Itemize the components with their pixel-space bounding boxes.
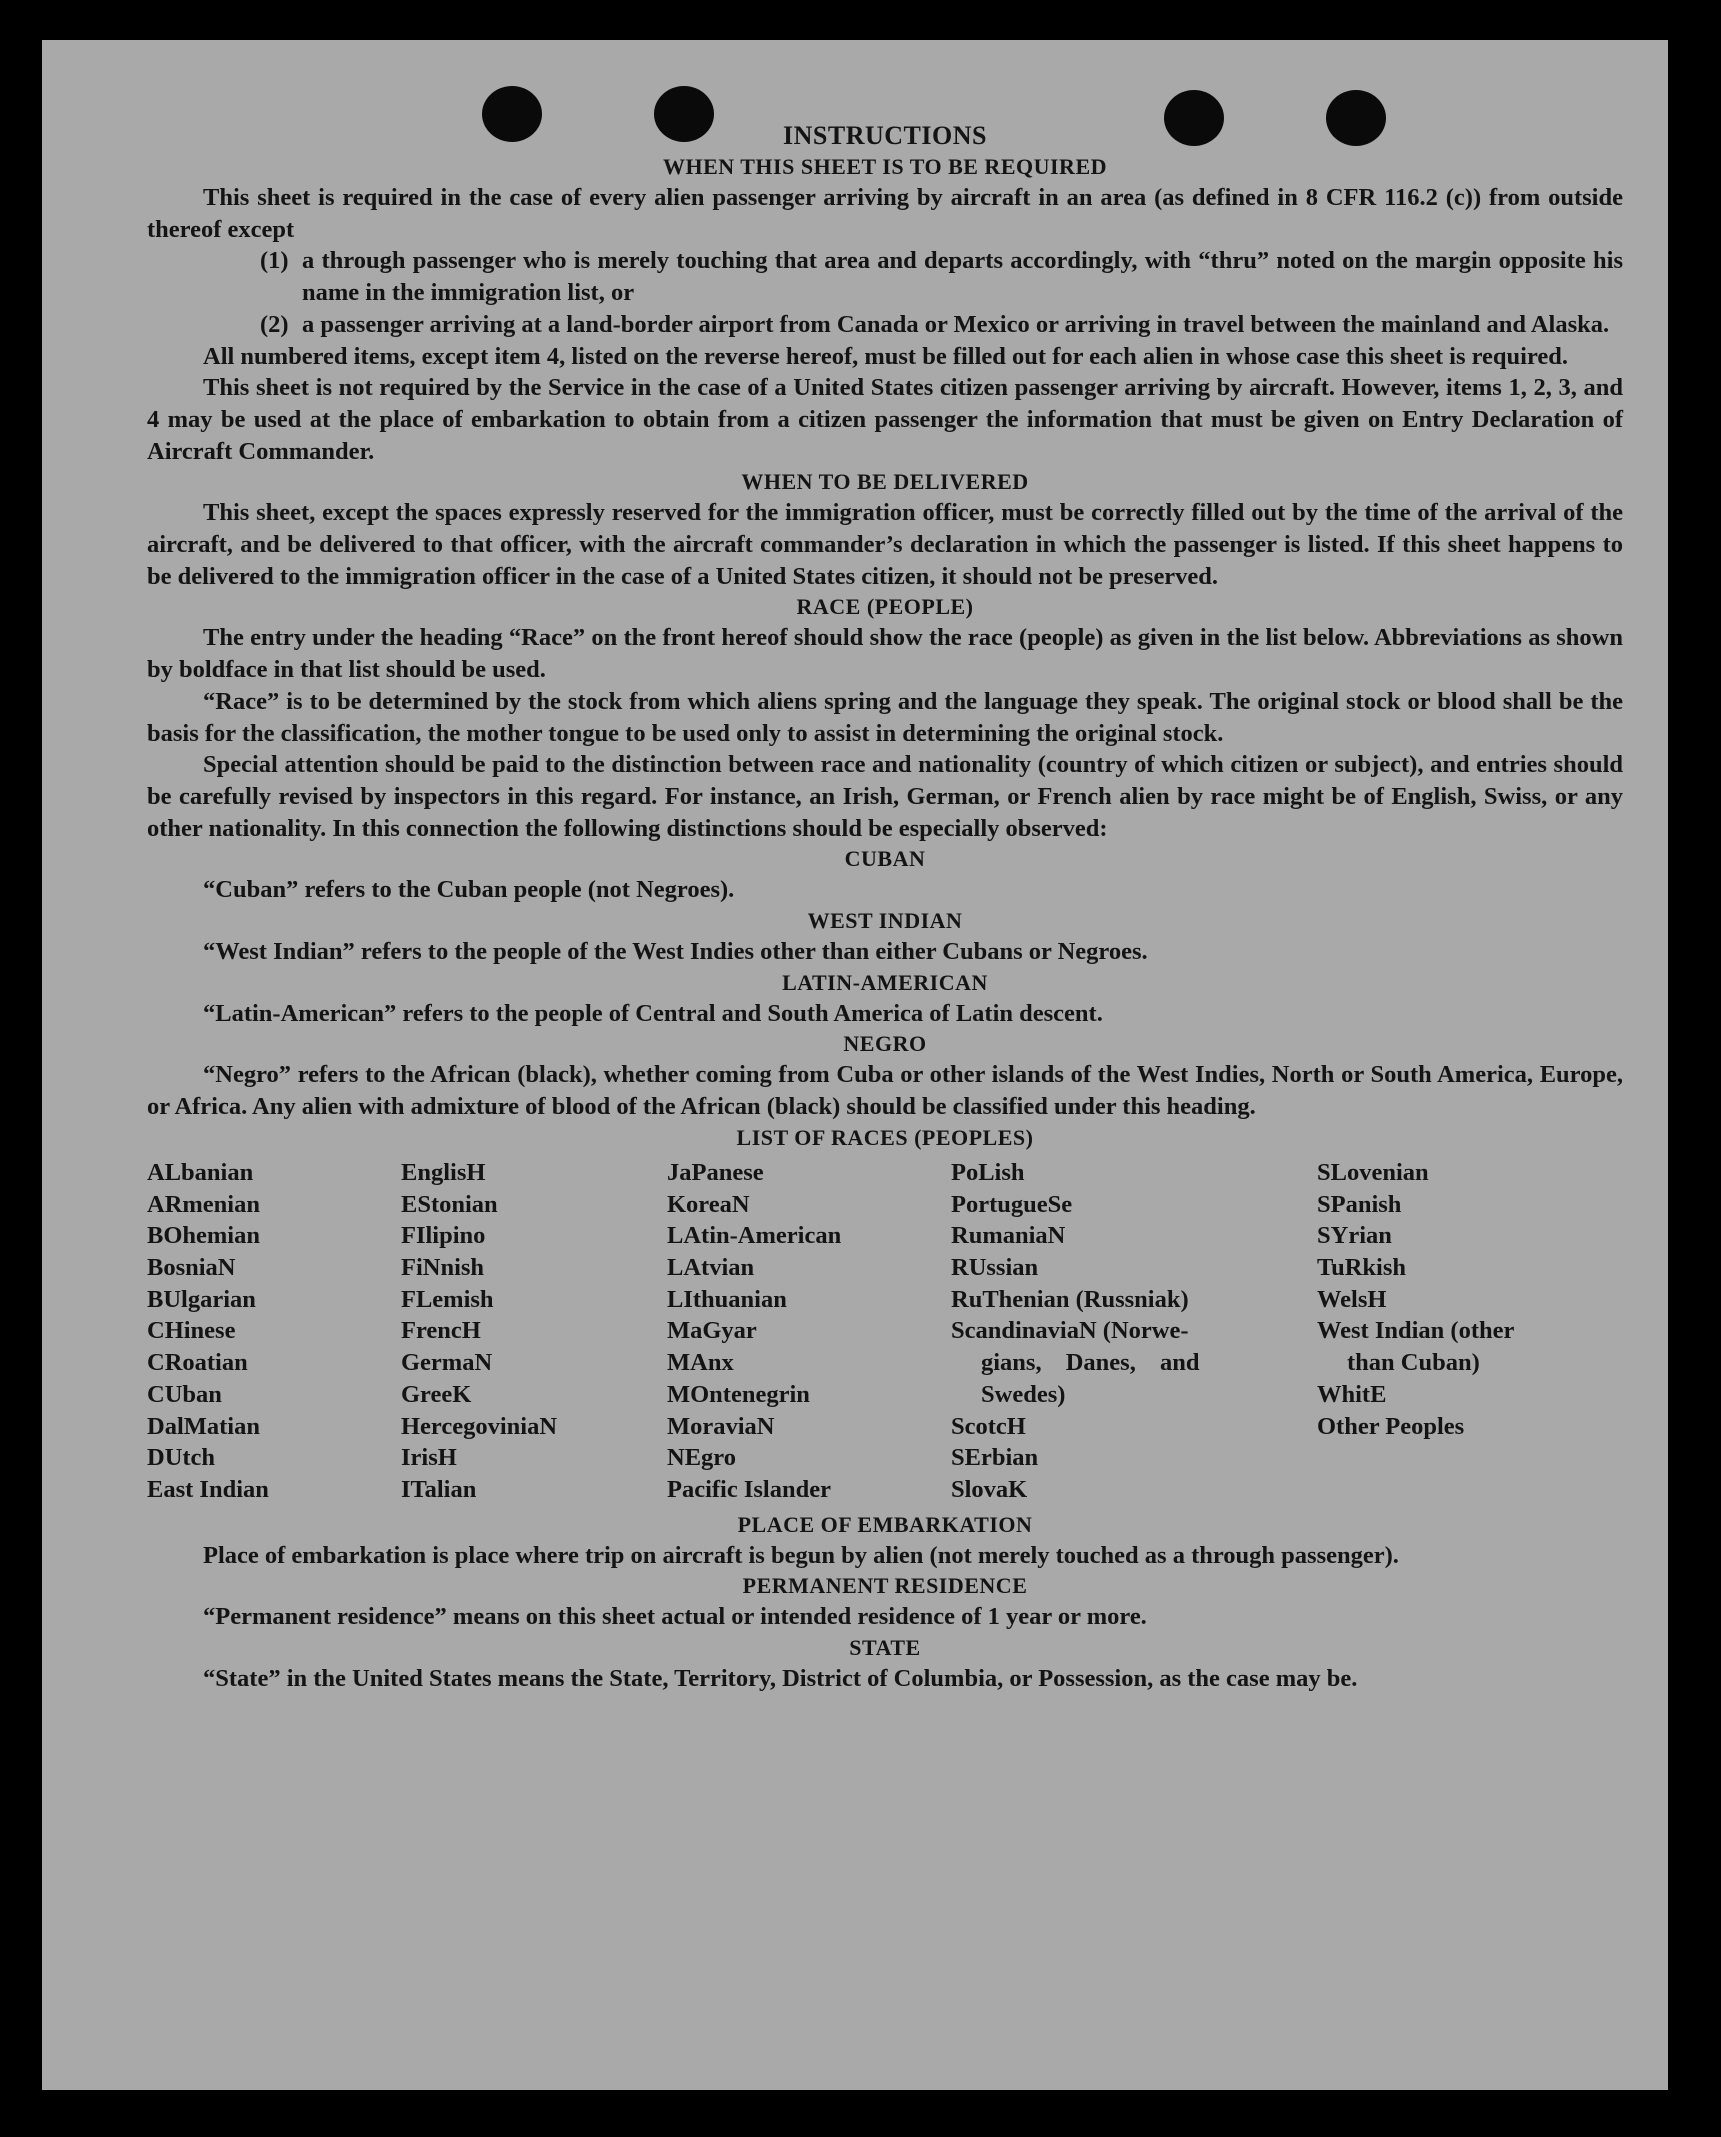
paragraph: “Negro” refers to the African (black), whether coming from Cuba or other islands of the West Indies, North or South America, Europe, or Africa. Any alien with admixture of blood of the African (black) should be classified under this heading. xyxy=(147,1061,1623,1121)
paragraph: “Permanent residence” means on this sheet actual or intended residence of 1 year or more. xyxy=(203,1603,1147,1631)
instructions-body xyxy=(147,120,1623,1695)
race-entry: SlovaK xyxy=(951,1475,1028,1503)
races-column xyxy=(147,1157,401,1506)
races-column xyxy=(1317,1157,1623,1506)
race-entry: ARmenian xyxy=(147,1190,260,1218)
paragraph: All numbered items, except item 4, listed on the reverse hereof, must be filled out for each alien in whose case this sheet is required. xyxy=(203,342,1569,370)
races-column xyxy=(951,1157,1317,1506)
race-entry: Swedes) xyxy=(981,1380,1066,1408)
race-entry: HercegoviniaN xyxy=(401,1412,558,1440)
race-entry: MOntenegrin xyxy=(667,1380,810,1408)
page-title: INSTRUCTIONS xyxy=(783,121,987,150)
race-entry: NEgro xyxy=(667,1444,736,1472)
section-heading-residence: PERMANENT RESIDENCE xyxy=(742,1573,1028,1599)
race-entry: BOhemian xyxy=(147,1222,260,1250)
race-entry: DUtch xyxy=(147,1444,216,1472)
race-entry: ScotcH xyxy=(951,1412,1026,1440)
section-heading-negro: NEGRO xyxy=(843,1031,927,1057)
section-heading-races-list: LIST OF RACES (PEOPLES) xyxy=(736,1124,1034,1150)
section-heading-latin-american: LATIN-AMERICAN xyxy=(782,969,988,995)
paragraph: The entry under the heading “Race” on the front hereof should show the race (people) as given in the list below. Abbreviations as shown by boldface in that list should be used. xyxy=(147,624,1623,684)
race-entry: RUssian xyxy=(951,1253,1039,1281)
race-entry: SLovenian xyxy=(1317,1158,1429,1186)
section-heading-cuban: CUBAN xyxy=(844,846,926,872)
races-column xyxy=(667,1157,951,1506)
section-heading-race: RACE (PEOPLE) xyxy=(796,594,974,620)
race-entry: East Indian xyxy=(147,1475,269,1503)
race-entry: RuThenian (Russniak) xyxy=(951,1285,1189,1313)
race-entry: JaPanese xyxy=(667,1158,764,1186)
race-entry: ScandinaviaN (Norwe- xyxy=(951,1317,1189,1345)
paragraph: “Race” is to be determined by the stock from which aliens spring and the language they speak. The original stock or blood shall be the basis for the classification, the mother tongue to be used only to assist in determining the original stock. xyxy=(147,687,1623,747)
race-entry: West Indian (other xyxy=(1317,1317,1515,1345)
race-entry: ALbanian xyxy=(147,1158,254,1186)
race-entry: FrencH xyxy=(401,1317,481,1345)
races-column xyxy=(401,1157,667,1506)
race-entry: BUlgarian xyxy=(147,1285,256,1313)
section-heading-state: STATE xyxy=(849,1635,921,1661)
race-entry: MAnx xyxy=(667,1349,734,1377)
race-entry: CHinese xyxy=(147,1317,236,1345)
item-text: a through passenger who is merely touching that area and departs accordingly, with “thru” noted on the margin opposite his name in the immigration list, or xyxy=(302,247,1623,307)
form-sheet xyxy=(42,40,1668,2090)
race-entry: BosniaN xyxy=(147,1253,236,1281)
race-entry: IrisH xyxy=(401,1444,457,1472)
race-entry: MaGyar xyxy=(667,1317,757,1345)
race-entry: Pacific Islander xyxy=(667,1475,831,1503)
race-entry: GermaN xyxy=(401,1349,493,1377)
race-entry: PortugueSe xyxy=(951,1190,1073,1218)
race-entry: KoreaN xyxy=(667,1190,750,1218)
section-heading-when-delivered: WHEN TO BE DELIVERED xyxy=(741,469,1029,495)
race-entry: FiNnish xyxy=(401,1253,485,1281)
race-entry: CUban xyxy=(147,1380,222,1408)
paragraph: Place of embarkation is place where trip on aircraft is begun by alien (not merely touched as a through passenger). xyxy=(203,1541,1399,1569)
section-heading-embarkation: PLACE OF EMBARKATION xyxy=(737,1511,1033,1537)
item-number: (2) xyxy=(260,310,289,338)
race-entry: WhitE xyxy=(1317,1380,1387,1408)
paragraph: Special attention should be paid to the distinction between race and nationality (country of which citizen or subject), and entries should be carefully revised by inspectors in this regard. For instance, an Irish, German, or French alien by race might be of English, Swiss, or any other nationality. In this connection the following distinctions should be especially observed: xyxy=(147,751,1623,842)
race-entry: EStonian xyxy=(401,1190,498,1218)
race-entry: FIlipino xyxy=(401,1222,486,1250)
race-entry: than Cuban) xyxy=(1347,1349,1480,1377)
race-entry: FLemish xyxy=(401,1285,494,1313)
race-entry: LAtvian xyxy=(667,1253,755,1281)
item-number: (1) xyxy=(260,247,289,275)
list-item xyxy=(147,245,1623,308)
race-entry: GreeK xyxy=(401,1380,472,1408)
race-entry: LIthuanian xyxy=(667,1285,787,1313)
race-entry: SPanish xyxy=(1317,1190,1402,1218)
paragraph: This sheet is not required by the Service in the case of a United States citizen passenger arriving by aircraft. However, items 1, 2, 3, and 4 may be used at the place of embarkation to obtain from a citizen passenger the information that must be given on Entry Declaration of Aircraft Commander. xyxy=(147,374,1623,465)
paragraph: “West Indian” refers to the people of the West Indies other than either Cubans or Negroes. xyxy=(203,938,1148,966)
paragraph: This sheet is required in the case of every alien passenger arriving by aircraft in an area (as defined in 8 CFR 116.2 (c)) from outside thereof except xyxy=(147,184,1623,243)
paragraph: “State” in the United States means the State, Territory, District of Columbia, or Possession, as the case may be. xyxy=(203,1665,1358,1693)
race-entry: ITalian xyxy=(401,1475,477,1503)
race-entry: CRoatian xyxy=(147,1349,248,1377)
race-entry: Other Peoples xyxy=(1317,1412,1465,1440)
item-text: a passenger arriving at a land-border airport from Canada or Mexico or arriving in travel between the mainland and Alaska. xyxy=(302,310,1610,338)
list-item xyxy=(147,309,1623,341)
race-entry: LAtin-American xyxy=(667,1222,842,1250)
paragraph: This sheet, except the spaces expressly reserved for the immigration officer, must be correctly filled out by the time of the arrival of the aircraft, and be delivered to that officer, with the aircraft commander’s declaration in which the passenger is listed. If this sheet happens to be delivered to the immigration officer in the case of a United States citizen, it should not be preserved. xyxy=(147,499,1623,590)
race-entry: EnglisH xyxy=(401,1158,486,1186)
race-entry: DalMatian xyxy=(147,1412,260,1440)
paragraph: “Latin-American” refers to the people of Central and South America of Latin descent. xyxy=(203,999,1103,1027)
section-heading-when-required: WHEN THIS SHEET IS TO BE REQUIRED xyxy=(662,154,1108,179)
paragraph: “Cuban” refers to the Cuban people (not Negroes). xyxy=(203,876,735,904)
race-entry: PoLish xyxy=(951,1158,1025,1186)
race-entry: SErbian xyxy=(951,1444,1039,1472)
race-entry: gians, Danes, and xyxy=(981,1349,1200,1377)
races-table xyxy=(147,1157,1623,1506)
race-entry: MoraviaN xyxy=(667,1412,775,1440)
race-entry: TuRkish xyxy=(1317,1253,1407,1281)
section-heading-west-indian: WEST INDIAN xyxy=(807,908,963,934)
race-entry: RumaniaN xyxy=(951,1222,1066,1250)
race-entry: WelsH xyxy=(1317,1285,1387,1313)
race-entry: SYrian xyxy=(1317,1222,1392,1250)
